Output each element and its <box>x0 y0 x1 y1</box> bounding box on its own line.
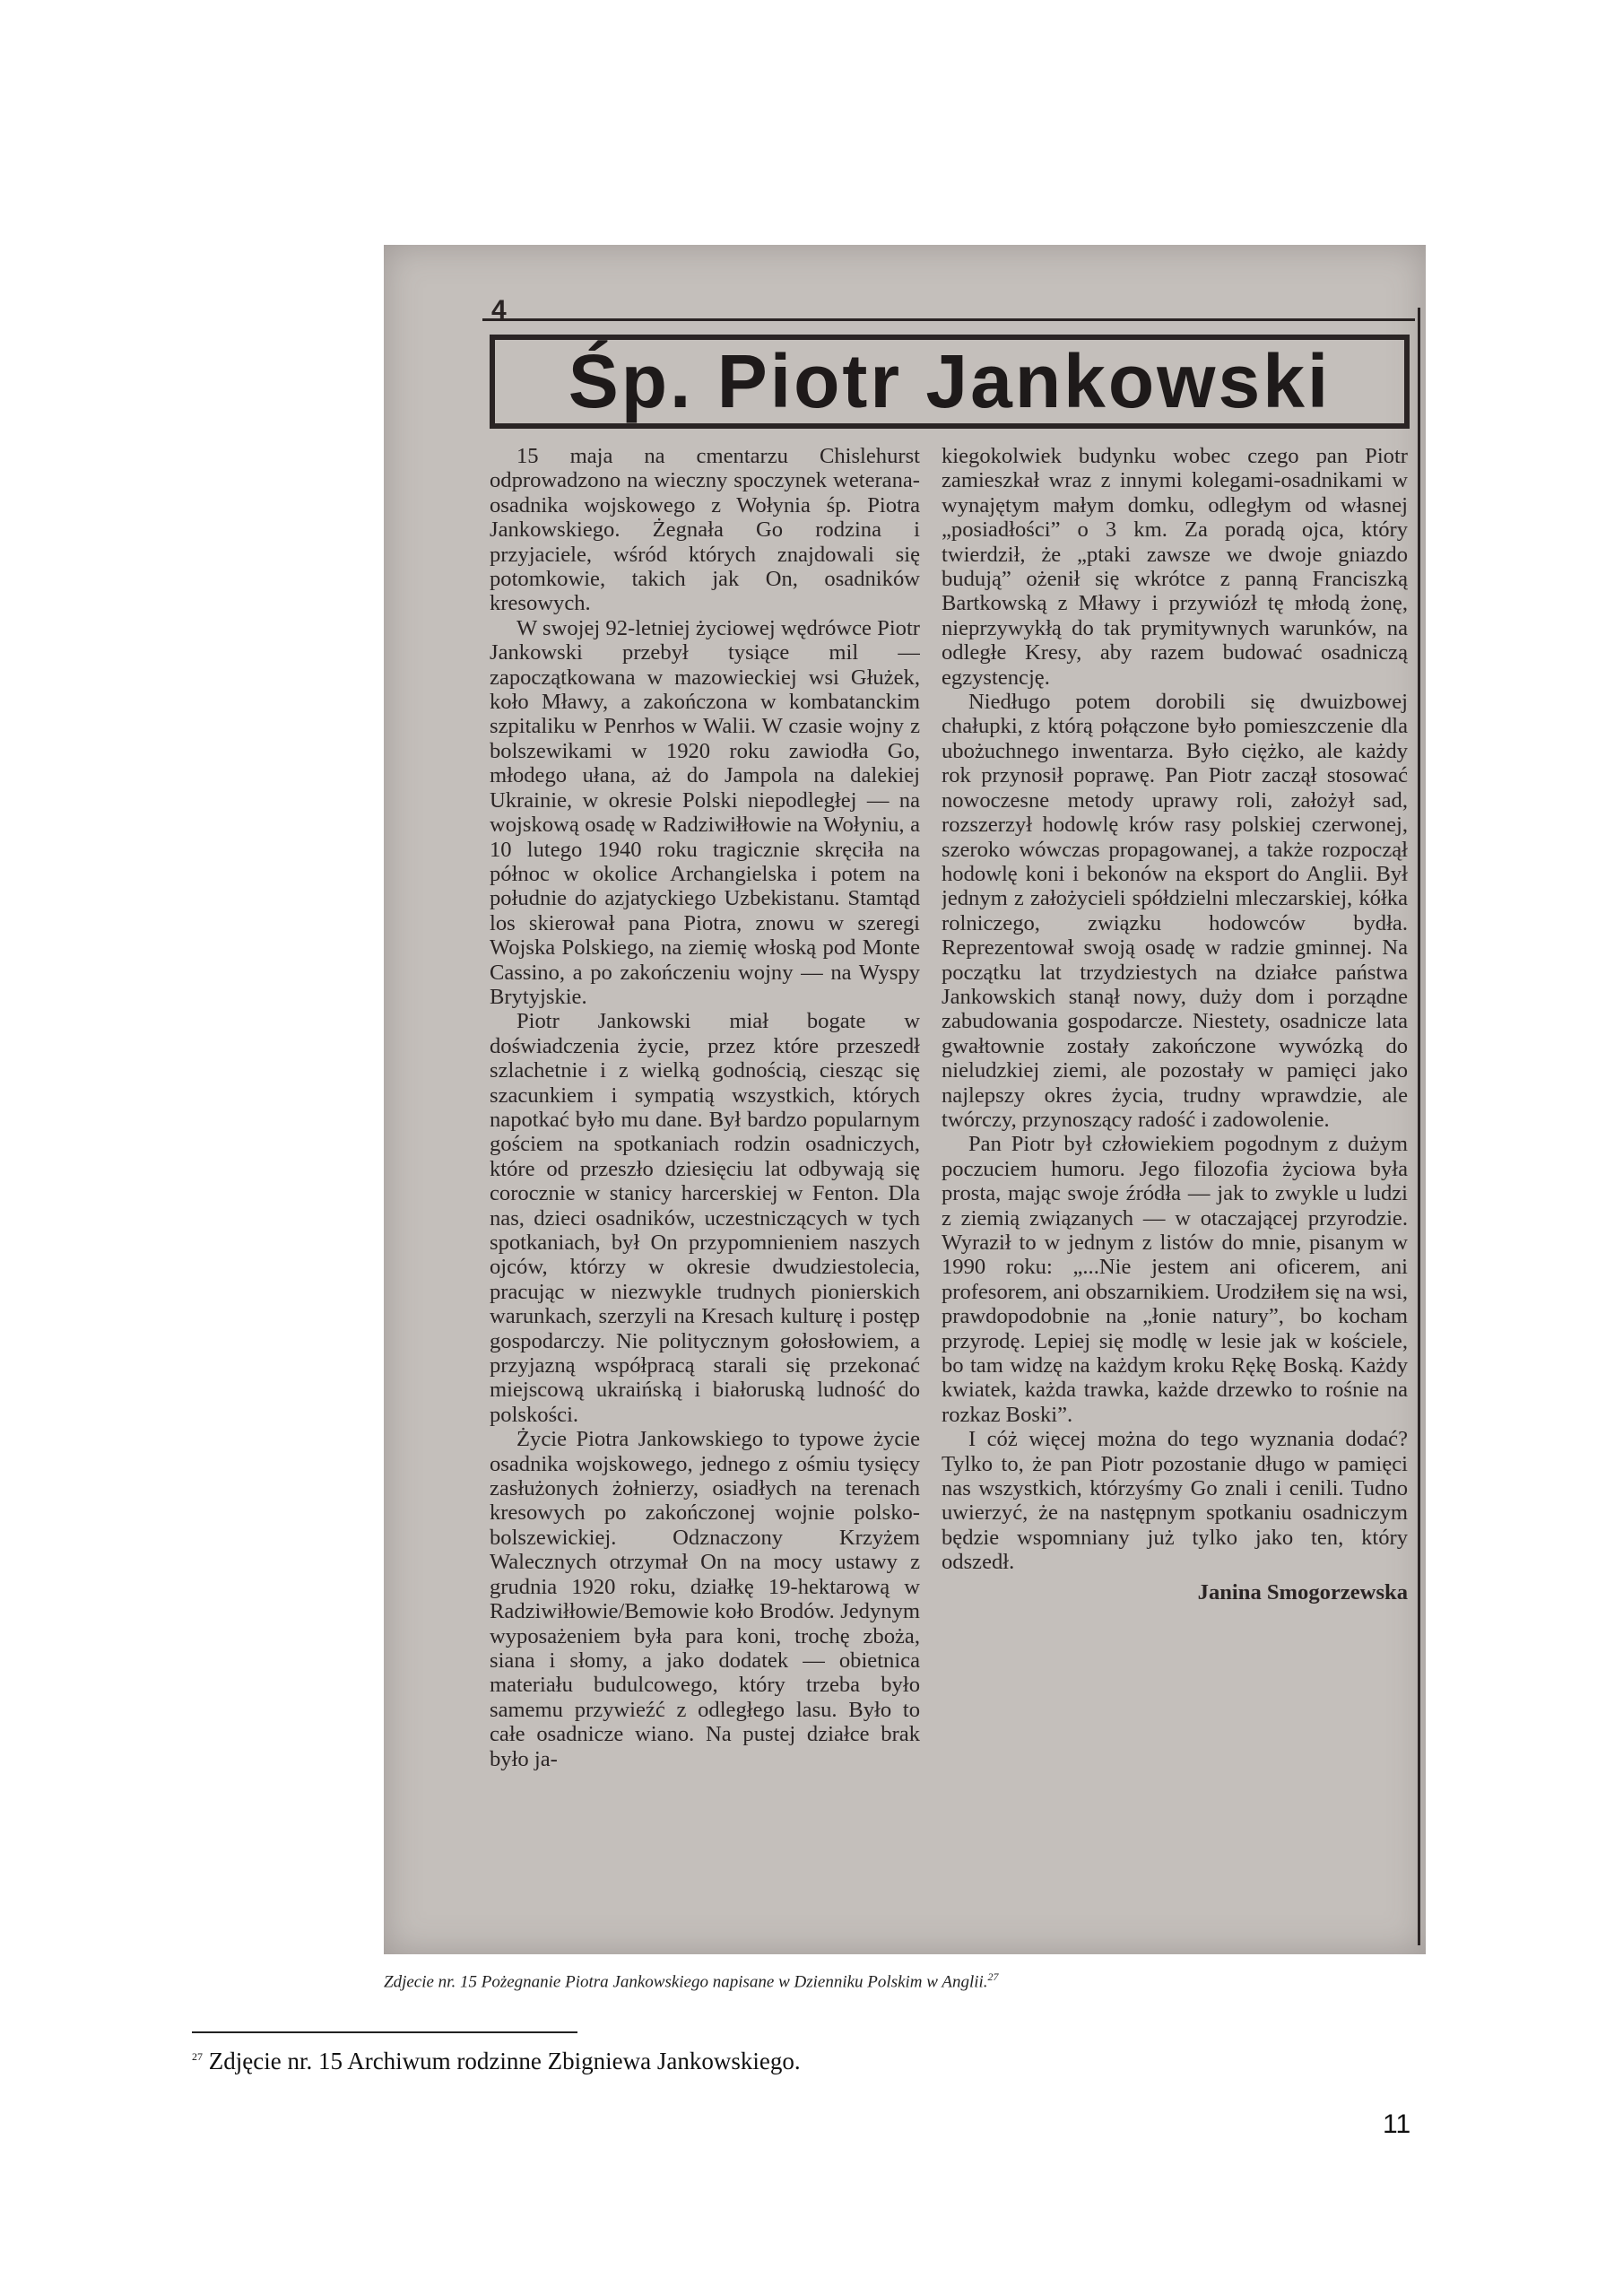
headline-frame <box>490 335 1410 429</box>
article-paragraph: W swojej 92-letniej życiowej wędrówce Piotr Jankowski przebył tysiące mil — zapoczątkowana w mazowieckiej wsi Głużek, koło Mławy, a zakończona w kombatanckim szpitaliku w Penrhos w Walii. W czasie wojny z bolszewikami w 1920 roku zawiodła Go, młodego ułana, aż do Jampola na dalekiej Ukrainie, w okresie Polski niepodległej — na wojskową osadę w Radziwiłłowie na Wołyniu, a 10 lutego 1940 roku tragicznie skręciła na północ w okolice Archangielska i potem na południe do azjatyckiego Uzbekistanu. Stamtąd los skierował pana Piotra, znowu w szeregi Wojska Polskiego, na ziemię włoską pod Monte Cassino, a po zakończeniu wojny — na Wyspy Brytyjskie. <box>490 615 920 1009</box>
figure-caption <box>384 1970 999 1992</box>
article-right-column <box>942 444 1408 1942</box>
footnote-number: 27 <box>192 2050 203 2063</box>
clipping-page-number: 4 <box>491 295 507 325</box>
article-headline: Śp. Piotr Jankowski <box>568 339 1332 423</box>
newspaper-clipping <box>384 245 1426 1954</box>
footnote-text: Zdjęcie nr. 15 Archiwum rodzinne Zbigniewa Jankowskiego. <box>203 2048 801 2074</box>
article-paragraph: Piotr Jankowski miał bogate w doświadczenia życie, przez które przeszedł szlachetnie i z wielką godnością, ciesząc się szacunkiem i sympatią wszystkich, których napotkać było mu dane. Był bardzo popularnym gościem na spotkaniach rodzin osadniczych, które od przeszło dziesięciu lat odbywają się corocznie w stanicy harcerskiej w Fenton. Dla nas, dzieci osadników, uczestniczących w tych spotkaniach, był On przypomnieniem naszych ojców, którzy w okresie dwudziestolecia, pracując w niezwykle trudnych pionierskich warunkach, szerzyli na Kresach kulturę i postęp gospodarczy. Nie politycznym gołosłowiem, a przyjazną współpracą starali się przekonać miejscową ukraińską i białoruską ludność do polskości. <box>490 1009 920 1427</box>
article-paragraph: Życie Piotra Jankowskiego to typowe życie osadnika wojskowego, jednego z ośmiu tysięcy zasłużonych żołnierzy, osiadłych na terenach kresowych po zakończonej wojnie polsko-bolszewickiej. Odznaczony Krzyżem Walecznych otrzymał On na mocy ustawy z grudnia 1920 roku, działkę 19-hektarową w Radziwiłłowie/Bemowie koło Brodów. Jedynym wyposażeniem była para koni, trochę zboża, siana i słomy, a jako dodatek — obietnica materiału budulcowego, który trzeba było samemu przywieźć z odległego lasu. Było to całe osadnicze wiano. Na pustej działce brak było ja- <box>490 1427 920 1771</box>
article-paragraph: Pan Piotr był człowiekiem pogodnym z dużym poczuciem humoru. Jego filozofia życiowa była prosta, mając swoje źródła — jak to zwykle u ludzi z ziemią związanych — w otaczającej przyrodzie. Wyraził to w jednym z listów do mnie, pisanym w 1990 roku: „...Nie jestem ani oficerem, ani profesorem, ani obszarnikiem. Urodziłem się na wsi, prawdopodobnie na „łonie natury”, bo kocham przyrodę. Lepiej się modlę w lesie jak w kościele, bo tam widzę na każdym kroku Rękę Boską. Każdy kwiatek, każda trawka, każde drzewko to rośnie na rozkaz Boski”. <box>942 1132 1408 1427</box>
clipping-top-rule <box>482 318 1415 321</box>
footnote <box>192 2048 801 2075</box>
article-left-column <box>490 444 920 1942</box>
caption-text: Zdjecie nr. 15 Pożegnanie Piotra Jankowskiego napisane w Dzienniku Polskim w Anglii. <box>384 1972 988 1992</box>
article-paragraph: Niedługo potem dorobili się dwuizbowej chałupki, z którą połączone było pomieszczenie dla ubożuchnego inwentarza. Było ciężko, ale każdy rok przynosił poprawę. Pan Piotr zaczął stosować nowoczesne metody uprawy roli, założył sad, rozszerzył hodowlę krów rasy polskiej czerwonej, szeroko wówczas propagowanej, a także rozpoczął hodowlę koni i bekonów na eksport do Anglii. Był jednym z założycieli spółdzielni mleczarskiej, kółka rolniczego, związku hodowców bydła. Reprezentował swoją osadę w radzie gminnej. Na początku lat trzydziestych na działce państwa Jankowskich stanął nowy, duży dom i porządne zabudowania gospodarcze. Niestety, osadnicze lata gwałtownie zostały zakończone wywózką do nieludzkiej ziemi, ale pozostały w pamięci jako najlepszy okres życia, trudny wprawdzie, ale twórczy, przynoszący radość i zadowolenie. <box>942 690 1408 1132</box>
article-paragraph: I cóż więcej można do tego wyznania dodać? Tylko to, że pan Piotr pozostanie długo w pamięci nas wszystkich, którzyśmy Go znali i cenili. Tudno uwierzyć, że na następnym spotkaniu osadniczym będzie wspomniany już tylko jako ten, który odszedł. <box>942 1427 1408 1575</box>
article-signature: Janina Smogorzewska <box>1197 1579 1408 1605</box>
page-number: 11 <box>1383 2109 1411 2139</box>
footnote-separator <box>192 2031 577 2033</box>
caption-footnote-ref: 27 <box>987 1970 999 1983</box>
clipping-side-rule <box>1418 308 1420 1945</box>
article-paragraph: 15 maja na cmentarzu Chislehurst odprowadzono na wieczny spoczynek weterana-osadnika wojskowego z Wołynia śp. Piotra Jankowskiego. Żegnała Go rodzina i przyjaciele, wśród których znajdowali się potomkowie, takich jak On, osadników kresowych. <box>490 444 920 616</box>
article-paragraph: kiegokolwiek budynku wobec czego pan Piotr zamieszkał wraz z innymi kolegami-osadnikami w wynajętym małym domku, odległym od własnej „posiadłości” o 3 km. Za poradą ojca, który twierdził, że „ptaki zawsze we dwoje gniazdo budują” ożenił się wkrótce z panną Franciszką Bartkowską z Mławy i przywiózł tę młodą żonę, nieprzywykłą do tak prymitywnych warunków, na odległe Kresy, aby razem budować osadniczą egzystencję. <box>942 444 1408 690</box>
